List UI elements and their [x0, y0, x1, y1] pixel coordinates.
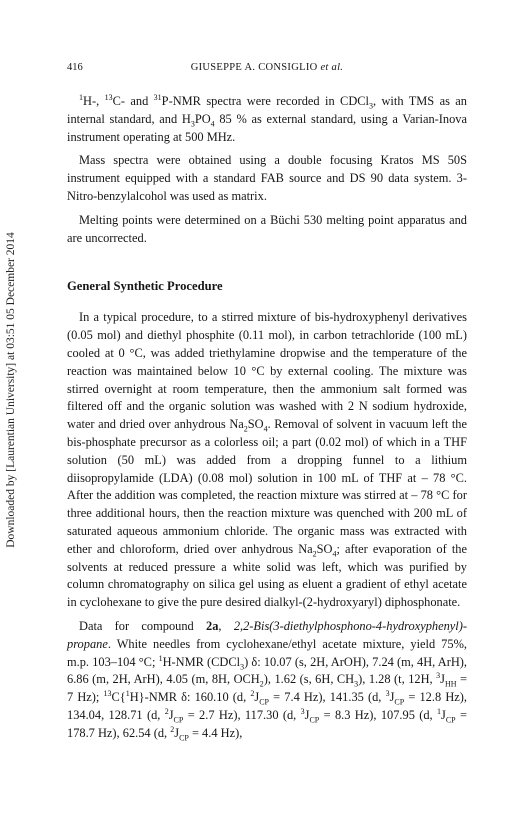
paragraph-mass-spectra: Mass spectra were obtained using a double focusing Kratos MS 50S instrument equipped with a standard FAB source and DS 90 data system. 3-Nitro-benzylalcohol was used as matrix.: [67, 153, 467, 203]
section-heading: General Synthetic Procedure: [67, 279, 223, 294]
running-header: [67, 62, 467, 76]
download-notice: Downloaded by [Laurentian University] at 03:51 05 December 2014: [5, 232, 17, 548]
document-page: [67, 62, 467, 743]
running-title: GIUSEPPE A. CONSIGLIO et al.: [190, 62, 344, 73]
paragraph-compound-data: Data for compound 2a, 2,2-Bis(3-diethylphosphono-4-hydroxyphenyl)-propane. White needles from cyclohexane/ethyl acetate mixture, yield 75%, m.p. 103–104 °C; $^1$H-NMR (CDCl$_3$) δ: 10.07 (s, 2H, ArOH), 7.24 (m, 4H, ArH), 6.86 (m, 2H, ArH), 4.05 (m, 8H, $OCH_2$), 1.62 (s, 6H, $CH_3$), 1.28 (t, 12H, $^3J_{HH} = 7$ Hz); $^{13}$C{$^1$H}-NMR δ: 160.10 (d, $^2J_{CP} = 7.4$ Hz), 141.35 (d, $^3J_{CP} = 12.8$ Hz), 134.04, 128.71 (d, $^2J_{CP} = 2.7$ Hz), 117.30 (d, $^3J_{CP} = 8.3$ Hz), 107.95 (d, $^1J_{CP} = 178.7$ Hz), 62.54 (d, $^2J_{CP} = 4.4$ Hz),: [67, 618, 467, 743]
paragraph-procedure: In a typical procedure, to a stirred mixture of bis-hydroxyphenyl derivatives (0.05 mol) and diethyl phosphite (0.11 mol), in carbon tetrachloride (100 mL) cooled at 0 °C, was added triethylamine dropwise and the temperature of the reaction was maintained below 10 °C by external cooling. The mixture was stirred overnight at room temperature, then the ammonium salt formed was filtered off and the organic solution was washed with 2 N sodium hydroxide, water and dried over anhydrous $Na_2SO_4$. Removal of solvent in vacuum left the bis-phosphate precursor as a colorless oil; a part (0.02 mol) of which in a THF solution (50 mL) was added from a dropping funnel to a lithium diisopropylamide (LDA) (0.08 mol) solution in 100 mL of THF at – 78 °C. After the addition was completed, the reaction mixture was stirred at – 78 °C for three additional hours, then the reaction mixture was quenched with 200 mL of saturated aqueous ammonium chloride. The organic mass was extracted with ether and chloroform, dried over anhydrous $Na_2SO_4$; after evaporation of the solvents at reduced pressure a white solid was left, which was purified by column chromatography on silica gel using as eluent a gradient of ethyl acetate in cyclohexane to give the pure desired dialkyl-(2-hydroxyaryl) diphosphonate.: [67, 310, 468, 610]
page-number: 416: [67, 62, 83, 73]
paragraph-melting-points: Melting points were determined on a Büchi 530 melting point apparatus and are uncorrected.: [67, 212, 467, 245]
paragraph-nmr: $^1$H-, $^{13}$C- and $^{31}$P-NMR spectra were recorded in CDCl$_3$, with TMS as an internal standard, and $H_3PO_4$ 85 % as external standard, using a Varian-Inova instrument operating at 500 MHz.: [67, 92, 467, 144]
